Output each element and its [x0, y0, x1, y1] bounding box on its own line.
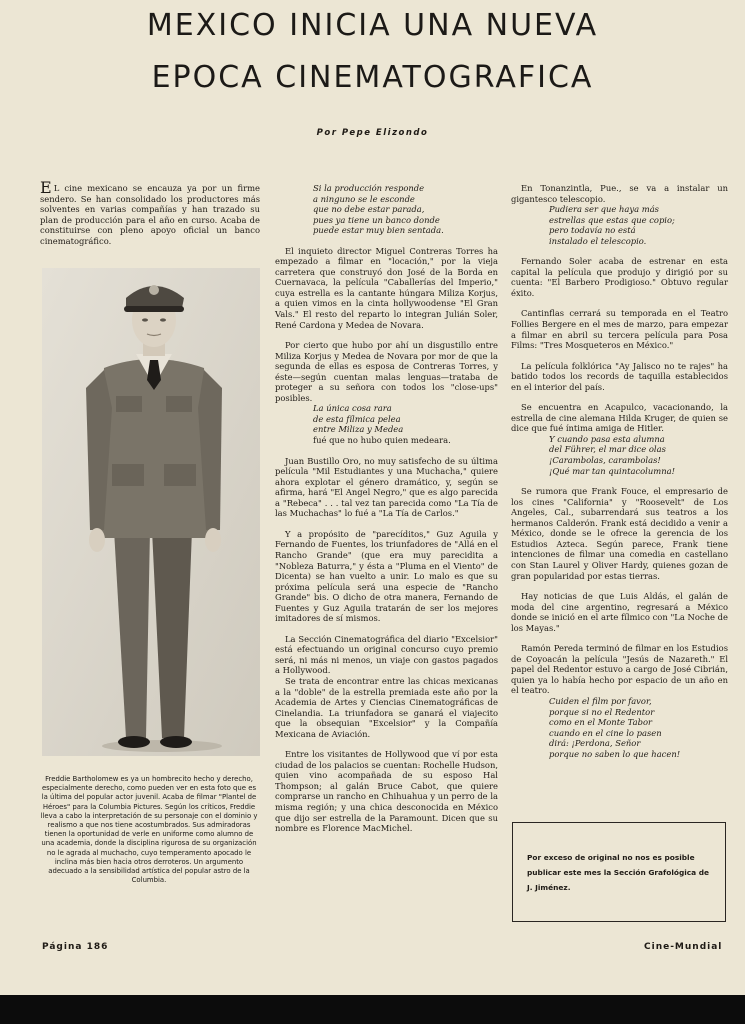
- paragraph: Se trata de encontrar entre las chicas mexicanas a la "doble" de la estrella premiada este año por la Academia de Artes y Ciencias Cinematográficas de Cinelandia. La triunfadora se ganará el viajecito que la obsequian "Excelsior" y la Compañía Mexicana de Aviación.: [275, 675, 498, 739]
- verse-banco: Si la producción responde a ninguno se le esconde que no debe estar parada, pues ya tiene un banco donde puede estar muy bien sentada.: [313, 183, 444, 236]
- paragraph: La Sección Cinematográfica del diario "Excelsior" está efectuando un original concurso cuyo premio será, ni más ni menos, un viaje con gastos pagados a Hollywood.: [275, 633, 498, 676]
- paragraph: Cantinflas cerrará su temporada en el Teatro Follies Bergere en el mes de marzo, para empezar a filmar en abril su tercera película para Posa Films: "Tres Mosqueteros en México.": [511, 308, 728, 351]
- paragraph: Se encuentra en Acapulco, vacacionando, la estrella de cine alemana Hilda Kruger, de quien se dice que fué íntima amiga de Hitler.: [511, 402, 728, 434]
- headline-line-1: MEXICO INICIA UNA NUEVA: [146, 8, 599, 43]
- paragraph: Fernando Soler acaba de estrenar en esta capital la película que produjo y dirigió por su cuenta: "El Barbero Prodigioso." Obtuvo regular éxito.: [511, 256, 728, 298]
- verse-telescopio: Pudiera ser que haya más estrellas que estas que copio; pero todavía no está instalado el telescopio.: [549, 204, 675, 246]
- column-3: [511, 183, 728, 769]
- uniformed-young-man-photo: [42, 268, 260, 756]
- paragraph: En Tonanzintla, Pue., se va a instalar un gigantesco telescopio.: [511, 183, 728, 204]
- paragraph: Ramón Pereda terminó de filmar en los Estudios de Coyoacán la película "Jesús de Nazareth." El papel del Redentor estuvo a cargo de José Cibrián, quien ya lo había hecho por espacio de un año en el teatro.: [511, 643, 728, 696]
- column-1-intro: [40, 178, 260, 256]
- verse-end: fué que no hubo quien medeara.: [313, 435, 451, 446]
- byline: Por Pepe Elizondo: [316, 128, 429, 138]
- paragraph: Hay noticias de que Luis Aldás, el galán de moda del cine argentino, regresará a México donde se inició en el arte fílmico con "La Noche de los Mayas.": [511, 591, 728, 633]
- photo-freddie-bartholomew: [42, 268, 260, 756]
- verse-fuhrer: Y cuando pasa esta alumna del Führer, el mar dice olas ¡Carambolas, carambolas! ¡Qué mar tan quintacolumna!: [549, 433, 675, 476]
- editorial-note-box: [512, 822, 726, 922]
- headline-line-2: EPOCA CINEMATOGRAFICA: [151, 60, 594, 95]
- magazine-name: Cine-Mundial: [644, 942, 723, 952]
- paragraph: Juan Bustillo Oro, no muy satisfecho de su última película "Mil Estudiantes y una Muchacha," quiere ahora explotar el género dramático, y, según se afirma, hará "El Angel Negro," que es algo parecida a "Rebeca" . . . tal vez tan parecida como "La Tía de las Muchachas" lo fué a "La Tía de Carlos.": [275, 455, 498, 519]
- page-number: Página 186: [42, 942, 109, 952]
- paragraph: La película folklórica "Ay Jalisco no te rajes" ha batido todos los records de taquilla establecidos en el interior del país.: [511, 360, 728, 392]
- verse-redentor: Cuiden el film por favor, porque si no el Redentor como en el Monte Tabor cuando en el cine lo pasen dirá: ¡Perdona, Señor porque no saben lo que hacen!: [549, 695, 681, 759]
- paragraph: Y a propósito de "parecíditos," Guz Aguila y Fernando de Fuentes, los triunfadores de "Allá en el Rancho Grande" (que era muy parecidita a "Nobleza Baturra," y ésta a "Pluma en el Viento" de Dicenta) se han vuelto a unir. Lo malo es que su próxima película será una especie de "Rancho Grande" bis. O dicho de otra manera, Fernando de Fuentes y Guz Aguila tratarán de ser los mejores imitadores de sí mismos.: [275, 528, 498, 624]
- verse-pelea: La única cosa rara de esta fílmica pelea entre Miliza y Medea: [313, 403, 404, 435]
- paragraph: Se rumora que Frank Fouce, el empresario de los cines "California" y "Roosevelt" de Los Angeles, Cal., subarrendará sus teatros a los hermanos Calderón. Frank está decidido a venir a México, donde se le ofrece la gerencia de los Estudios Azteca. Según parece, Frank tiene intenciones de filmar una comedia en castellano con Stan Laurel y Oliver Hardy, quienes gozan de gran popularidad por estas tierras.: [511, 486, 728, 581]
- column-2: [275, 183, 498, 844]
- paragraph: Entre los visitantes de Hollywood que ví por esta ciudad de los palacios se cuentan: Rochelle Hudson, quien vino acompañada de su esposo Hal Thompson; al galán Bruce Cabot, que quiere comprarse un rancho en Chihuahua y un perro de la misma región; y una chica desconocida en México que dijo ser estrella de la Paramount. Dicen que su nombre es Florence MacMichel.: [275, 749, 498, 834]
- scan-bottom-border: [0, 995, 745, 1024]
- paragraph: El inquieto director Miguel Contreras Torres ha empezado a filmar en "locación," por la vieja carretera que construyó don José de la Borda en Cuernavaca, la película "Caballerías del Imperio," cuya estrella es la cantante húngara Miliza Korjus, a quien vimos en la cinta hollywoodense "El Gran Vals." El resto del reparto lo integran Julián Soler, René Cardona y Medea de Novara.: [275, 245, 498, 330]
- drop-cap: E: [40, 178, 52, 197]
- photo-caption: Freddie Bartholomew es ya un hombrecito hecho y derecho, especialmente derecho, como pueden ver en esta foto que es la última del popular actor juvenil. Acaba de filmar "Plantel de Héroes" para la Columbia Pictures. Según los críticos, Freddie lleva a cabo la interpretación de su personaje con el dominio y realismo a que nos tiene acostumbrados. Sus admiradoras tienen la oportunidad de verle en uniforme como alumno de una academia, donde la disciplina rigurosa de su organización no le agrada al muchacho, cuyo temperamento apocado le inclina más bien hacia otros derroteros. Un argumento adecuado a la sensibilidad artística del popular astro de la Columbia.: [40, 775, 258, 885]
- paragraph: Por cierto que hubo por ahí un disgustillo entre Miliza Korjus y Medea de Novara por mor de que la segunda de ellas es esposa de Contreras Torres, y éste—según cuentan malas lenguas—trataba de proteger a su señora con todos los "close-ups" posibles.: [275, 340, 498, 403]
- intro-paragraph: E L cine mexicano se encauza ya por un firme sendero. Se han consolidado los productores más solventes en varias compañías y han trazado su plan de producción para el año en curso. Acaba de constituirse con pleno apoyo oficial un banco cinematográfico.: [40, 178, 260, 246]
- editorial-note-text: Por exceso de original no nos es posible publicar este mes la Sección Grafológica de J. Jiménez.: [527, 853, 710, 892]
